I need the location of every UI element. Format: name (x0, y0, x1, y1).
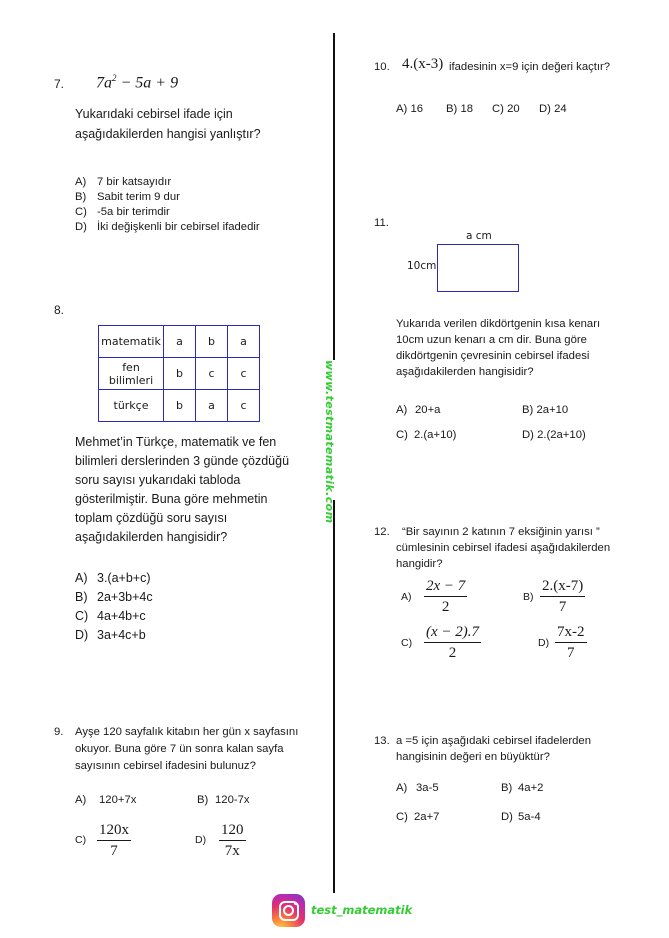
question-text: Ayşe 120 sayfalık kitabın her gün x sayfasını (75, 726, 299, 738)
question-text: “Bir sayının 2 katının 7 eksiğinin yarısı ” (402, 526, 600, 538)
table-cell: c (228, 358, 260, 390)
option-text: 4a+2 (518, 782, 544, 794)
option-c[interactable] (75, 606, 146, 626)
option-c[interactable] (75, 206, 170, 218)
question-text: Mehmet’in Türkçe, matematik ve fen (75, 435, 277, 449)
option-a[interactable] (396, 402, 441, 418)
question-text: 10cm uzun kenarı a cm dir. Buna göre (396, 334, 587, 346)
option-text: 2.(a+10) (414, 429, 457, 441)
option-a[interactable]: A) (401, 591, 412, 603)
question-number: 11. (374, 217, 389, 229)
question-text: cümlesinin cebirsel ifadesi aşağıdakilerden (396, 542, 611, 554)
option-a[interactable] (75, 792, 137, 808)
numerator: 2x − 7 (426, 578, 466, 594)
question-text: Yukarıda verilen dikdörtgenin kısa kenarı (396, 318, 601, 330)
math-expression (96, 73, 178, 92)
question-text: aşağıdakilerden hangisidir? (75, 530, 228, 544)
question-text: hangidir? (396, 558, 443, 570)
option-label: C) (396, 811, 408, 823)
expr-term: 7a (96, 74, 112, 92)
table-cell: a (196, 390, 228, 422)
option-c-fraction (97, 822, 131, 860)
option-c[interactable]: C) (75, 834, 87, 846)
option-d[interactable] (75, 625, 146, 645)
option-d[interactable] (75, 221, 260, 233)
rectangle-top-label: a cm (466, 230, 492, 242)
question-text: soru sayısı yukarıdaki tabloda (75, 473, 241, 487)
table-cell: b (164, 358, 196, 390)
question-text: a =5 için aşağıdaki cebirsel ifadelerden (396, 735, 591, 747)
option-label: B) (75, 191, 87, 203)
numerator: 120 (221, 822, 244, 838)
question-text: hangisinin değeri en büyüktür? (396, 751, 550, 763)
rectangle-figure (437, 244, 519, 292)
column-divider (333, 33, 335, 360)
option-c-fraction (424, 624, 481, 662)
fraction-bar (540, 596, 585, 597)
option-text: 2a+7 (414, 811, 440, 823)
option-text: 4a+4b+c (97, 609, 146, 623)
question-text: okuyor. Buna göre 7 ün sonra kalan sayfa (75, 743, 284, 755)
option-a[interactable] (396, 780, 439, 796)
option-text: 3a-5 (416, 782, 439, 794)
option-label: C) (75, 609, 89, 623)
question-text: Yukarıdaki cebirsel ifade için (75, 107, 233, 121)
table-cell: a (164, 326, 196, 358)
numerator: 2.(x-7) (542, 578, 584, 594)
option-text: 2a+3b+4c (97, 590, 153, 604)
option-label: D) (75, 628, 89, 642)
option-text: 2a+10 (536, 404, 569, 416)
option-text: 2.(2a+10) (537, 429, 586, 441)
option-a[interactable] (75, 568, 151, 588)
question-number: 12. (374, 526, 390, 538)
option-b[interactable] (75, 191, 180, 203)
option-b[interactable]: B) (523, 591, 534, 603)
option-label: A) (396, 782, 408, 794)
rectangle-side-label: 10cm (407, 260, 437, 272)
table-cell: b (164, 390, 196, 422)
option-label: A) (75, 794, 87, 806)
option-label: B) (501, 782, 513, 794)
denominator: 2 (441, 599, 450, 615)
option-text: 18 (460, 103, 474, 115)
numerator: 7x-2 (557, 624, 585, 640)
option-text: 7 bir katsayıdır (97, 176, 172, 188)
row-header: fen bilimleri (99, 358, 164, 390)
question-text: toplam çözdüğü soru sayısı (75, 511, 228, 525)
watermark-url: www.testmatematik.com (323, 360, 336, 524)
table-row (99, 326, 260, 358)
option-c[interactable] (396, 427, 457, 443)
denominator: 7 (558, 599, 567, 615)
table-row (99, 390, 260, 422)
option-label: B) (522, 404, 534, 416)
option-text: 5a-4 (518, 811, 541, 823)
option-text: 24 (554, 103, 567, 115)
table-cell: b (196, 326, 228, 358)
fraction-bar (219, 840, 246, 841)
instagram-handle[interactable]: test_matematik (311, 903, 413, 917)
option-text: 3a+4c+b (97, 628, 146, 642)
option-label: A) (396, 103, 408, 115)
column-divider (333, 500, 335, 893)
fraction-bar (424, 596, 467, 597)
row-header: türkçe (99, 390, 164, 422)
question-text: dikdörtgenin çevresinin cebirsel ifadesi (396, 350, 590, 362)
option-c[interactable] (396, 809, 440, 825)
option-b[interactable] (501, 780, 544, 796)
option-a-fraction (424, 578, 467, 616)
option-text: İki değişkenli bir cebirsel ifadedir (97, 221, 260, 233)
denominator: 7 (110, 843, 118, 859)
option-label: D) (501, 811, 513, 823)
instagram-icon-lens (283, 905, 294, 916)
option-c[interactable]: C) (401, 637, 413, 649)
denominator: 7x (224, 843, 240, 859)
question-number: 9. (54, 726, 64, 738)
fraction-bar (97, 840, 131, 841)
option-label: D) (539, 103, 551, 115)
question-number: 13. (374, 735, 390, 747)
score-table (98, 325, 260, 422)
question-text: aşağıdakilerden hangisidir? (396, 366, 534, 378)
option-b[interactable] (522, 402, 568, 418)
table-row (99, 358, 260, 390)
table-cell: a (228, 326, 260, 358)
option-c[interactable] (492, 101, 520, 117)
instagram-icon-dot (294, 902, 297, 905)
option-label: D) (75, 221, 87, 233)
row-header: matematik (99, 326, 164, 358)
option-label: C) (75, 206, 87, 218)
option-label: C) (492, 103, 504, 115)
question-number: 10. (374, 61, 390, 73)
option-a[interactable] (396, 101, 423, 117)
question-text: gösterilmiştir. Buna göre mehmetin (75, 492, 268, 506)
instagram-icon[interactable] (272, 894, 305, 927)
option-text: 20 (507, 103, 520, 115)
table-cell: c (228, 390, 260, 422)
option-d[interactable] (539, 101, 567, 117)
question-text: ifadesinin x=9 için değeri kaçtır? (449, 61, 611, 73)
expr-term: − 5a + 9 (116, 74, 179, 92)
option-d-fraction (555, 624, 587, 662)
option-text: -5a bir terimdir (97, 206, 170, 218)
option-b[interactable] (446, 101, 473, 117)
option-label: B) (197, 794, 209, 806)
question-text: sayısının cebirsel ifadesini bulunuz? (75, 760, 256, 772)
denominator: 7 (567, 645, 575, 661)
numerator: 120x (99, 822, 129, 838)
option-text: 16 (410, 103, 424, 115)
math-expression: 4.(x-3) (402, 56, 444, 72)
fraction-bar (424, 642, 481, 643)
option-d[interactable] (501, 809, 541, 825)
option-d[interactable]: D) (538, 637, 550, 649)
option-d[interactable] (522, 427, 586, 443)
option-text: 120-7x (215, 794, 250, 806)
option-b-fraction (540, 578, 585, 616)
option-d-fraction (219, 822, 246, 860)
question-number: 7. (54, 77, 65, 91)
table-cell: c (196, 358, 228, 390)
option-label: D) (522, 429, 534, 441)
numerator: (x − 2).7 (426, 624, 480, 640)
option-label: A) (75, 176, 87, 188)
fraction-bar (555, 642, 587, 643)
option-text: 20+a (415, 404, 441, 416)
option-label: B) (75, 590, 88, 604)
option-a[interactable] (75, 176, 172, 188)
question-text: aşağıdakilerden hangisi yanlıştır? (75, 127, 261, 141)
option-text: Sabit terim 9 dur (97, 191, 180, 203)
option-label: A) (396, 404, 408, 416)
option-text: 120+7x (99, 794, 137, 806)
option-d[interactable]: D) (195, 834, 207, 846)
question-number: 8. (54, 303, 65, 317)
option-text: 3.(a+b+c) (97, 571, 151, 585)
option-label: A) (75, 571, 88, 585)
option-b[interactable] (197, 792, 250, 808)
option-label: C) (396, 429, 408, 441)
option-label: B) (446, 103, 458, 115)
expr-exponent: 2 (112, 73, 117, 83)
denominator: 2 (448, 645, 457, 661)
question-text: bilimleri derslerinden 3 günde çözdüğü (75, 454, 290, 468)
option-b[interactable] (75, 587, 153, 607)
